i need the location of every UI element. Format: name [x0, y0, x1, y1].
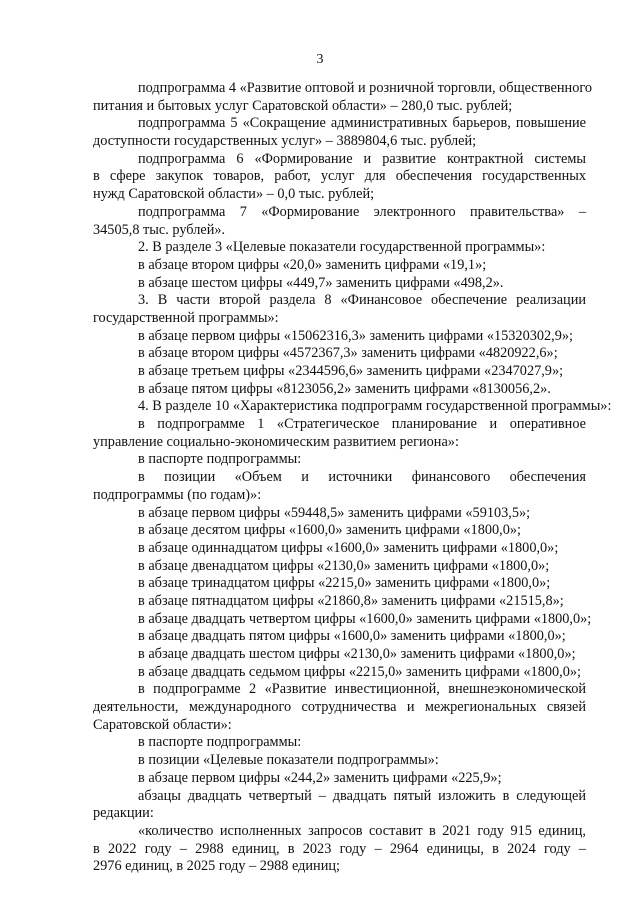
text-line: в абзаце первом цифры «59448,5» заменить цифрами «59103,5»; — [138, 504, 531, 521]
text-line: в абзаце двадцать четвертом цифры «1600,0» заменить цифрами «1800,0»; — [138, 610, 592, 627]
text-line: абзацы двадцать четвертый – двадцать пятый изложить в следующей — [138, 787, 586, 804]
text-line: в абзаце втором цифры «20,0» заменить цифрами «19,1»; — [138, 256, 487, 273]
text-line: доступности государственных услуг» – 3889804,6 тыс. рублей; — [93, 133, 477, 150]
text-line: редакции: — [93, 805, 154, 822]
text-line: в абзаце шестом цифры «449,7» заменить цифрами «498,2». — [138, 274, 504, 291]
text-line: 2. В разделе 3 «Целевые показатели государственной программы»: — [138, 239, 546, 256]
document-body — [93, 80, 612, 876]
page-number: 3 — [316, 52, 324, 67]
text-line: в подпрограмме 1 «Стратегическое планирование и оперативное — [138, 416, 586, 433]
text-line: в абзаце первом цифры «15062316,3» заменить цифрами «15320302,9»; — [138, 327, 574, 344]
text-line: в абзаце втором цифры «4572367,3» заменить цифрами «4820922,6»; — [138, 345, 558, 362]
text-line: 3. В части второй раздела 8 «Финансовое обеспечение реализации — [138, 292, 586, 309]
text-line: в паспорте подпрограммы: — [138, 451, 302, 468]
text-line: питания и бытовых услуг Саратовской области» – 280,0 тыс. рублей; — [93, 97, 513, 114]
text-line: государственной программы»: — [93, 309, 279, 326]
text-line: подпрограмма 4 «Развитие оптовой и розничной торговли, общественного — [138, 80, 592, 96]
text-line: в позиции «Объем и источники финансового обеспечения — [138, 469, 586, 486]
text-line: подпрограммы (по годам)»: — [93, 486, 262, 503]
text-line: в сфере закупок товаров, работ, услуг для обеспечения государственных — [93, 168, 586, 185]
text-line: в абзаце третьем цифры «2344596,6» заменить цифрами «2347027,9»; — [138, 363, 564, 379]
text-line: подпрограмма 5 «Сокращение административных барьеров, повышение — [138, 115, 586, 132]
text-line: в абзаце двенадцатом цифры «2130,0» заменить цифрами «1800,0»; — [138, 557, 550, 574]
text-line: в паспорте подпрограммы: — [138, 734, 302, 751]
text-line: «количество исполненных запросов составит в 2021 году 915 единиц, — [138, 822, 586, 839]
text-line: в 2022 году – 2988 единиц, в 2023 году – 2964 единицы, в 2024 году – — [93, 840, 586, 857]
text-line: Саратовской области»: — [93, 716, 232, 733]
text-line: в абзаце двадцать седьмом цифры «2215,0» заменить цифрами «1800,0»; — [138, 663, 581, 680]
text-line: в позиции «Целевые показатели подпрограммы»: — [138, 752, 439, 769]
text-line: 2976 единиц, в 2025 году – 2988 единиц; — [93, 858, 340, 875]
text-line: нужд Саратовской области» – 0,0 тыс. рублей; — [93, 186, 375, 203]
text-line: в абзаце двадцать шестом цифры «2130,0» заменить цифрами «1800,0»; — [138, 646, 576, 662]
text-line: в абзаце первом цифры «244,2» заменить цифрами «225,9»; — [138, 769, 502, 786]
text-line: в абзаце пятнадцатом цифры «21860,8» заменить цифрами «21515,8»; — [138, 592, 564, 609]
text-line: 4. В разделе 10 «Характеристика подпрограмм государственной программы»: — [138, 398, 612, 415]
text-line: в абзаце тринадцатом цифры «2215,0» заменить цифрами «1800,0»; — [138, 575, 551, 592]
text-line: подпрограмма 6 «Формирование и развитие контрактной системы — [138, 150, 586, 167]
text-line: в абзаце десятом цифры «1600,0» заменить цифрами «1800,0»; — [138, 522, 521, 539]
text-line: подпрограмма 7 «Формирование электронного правительства» – — [138, 203, 586, 220]
text-line: деятельности, международного сотрудничества и межрегиональных связей — [93, 699, 586, 716]
text-line: управление социально-экономическим развитием региона»: — [93, 433, 459, 450]
text-line: в абзаце двадцать пятом цифры «1600,0» заменить цифрами «1800,0»; — [138, 628, 566, 645]
text-line: в подпрограмме 2 «Развитие инвестиционной, внешнеэкономической — [138, 681, 586, 698]
text-line: в абзаце пятом цифры «8123056,2» заменить цифрами «8130056,2». — [138, 380, 551, 397]
text-line: 34505,8 тыс. рублей». — [93, 221, 226, 238]
text-line: в абзаце одиннадцатом цифры «1600,0» заменить цифрами «1800,0»; — [138, 539, 559, 556]
